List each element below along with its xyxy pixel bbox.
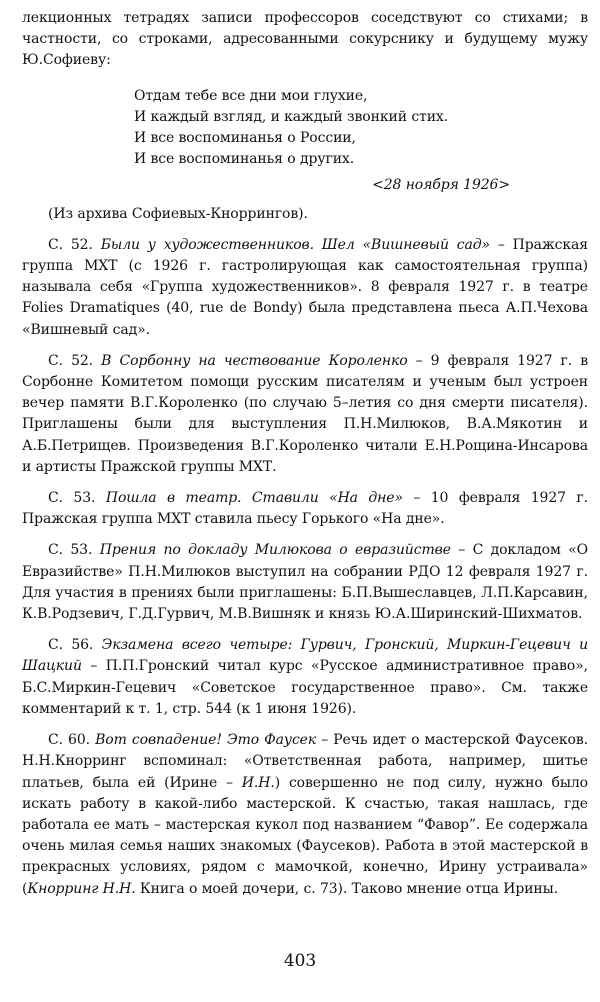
entry-ref: С. 60.	[48, 732, 91, 749]
verse-line: И каждый взгляд, и каждый звонкий стих.	[134, 108, 449, 125]
comment-entry-3	[22, 488, 588, 530]
entry-title: Пошла в театр. Ставили «На дне»	[105, 490, 403, 507]
entry-ref: С. 52.	[48, 236, 93, 253]
entry-ref: С. 52.	[48, 352, 94, 369]
entry-initials: И.Н.	[241, 774, 275, 791]
source-note: (Из архива Софиевых-Кноррингов).	[48, 205, 308, 222]
entry-title: Экзамена всего четыре: Гурвич, Гронский, Миркин-Гецевич и Шацкий	[22, 637, 588, 675]
comment-entry-4	[22, 540, 588, 625]
comment-entry-6	[22, 730, 588, 900]
entry-body: ) совершенно не под силу, нужно было искать работу в какой-либо мастерской. К счастью, такая нашлась, где работала ее мать – мастерская кукол под названием “Фавор”. Ее содержала очень милая семья наших знакомых (Фаусеков). Работа в этой мастерской в прекрасных условиях, рядом с мамочкой, конечно, Ирину устраивала» (	[22, 774, 589, 897]
entry-author: Кнорринг Н.Н.	[27, 880, 136, 897]
entry-body: – Пражская группа МХТ (с 1926 г. гастролирующая как самостоятельная группа) называла себя «Группа художественников». 8 февраля 1927 г. в театре Folies Dramatiques (40, rue de Bondy) была представлена пьеса А.П.Чехова «Вишневый сад».	[22, 236, 588, 338]
intro-paragraph: лекционных тетрадях записи профессоров соседствуют со стихами; в частности, со строками, адресованными сокурснику и будущему мужу Ю.Софиеву:	[22, 10, 588, 69]
comment-entry-1	[22, 235, 588, 341]
comment-entry-2	[22, 351, 588, 478]
comment-entry-5	[22, 635, 588, 720]
page-number: 403	[283, 951, 317, 971]
entry-body: – С докладом «О Евразийстве» П.Н.Милюков выступил на собрании РДО 12 февраля 1927 г. Для участия в прениях были приглашены: Б.П.Вышеславцев, Л.П.Карсавин, К.В.Родзевич, Г.Д.Гурвич, М.В.Вишняк и князь Ю.А.Ширинский-Шихматов.	[22, 542, 589, 623]
entry-title: Прения по докладу Милюкова о евразийстве	[99, 542, 451, 559]
verse-line: И все воспоминанья о России,	[134, 130, 356, 147]
entry-body: – 10 февраля 1927 г. Пражская группа МХТ ставила пьесу Горького «На дне».	[22, 490, 588, 528]
entry-title: Вот совпадение! Это Фаусек	[95, 732, 317, 749]
entry-title: В Сорбонну на чествование Короленко	[101, 352, 408, 369]
entry-body: Книга о моей дочери, с. 73). Таково мнение отца Ирины.	[135, 880, 559, 897]
entry-ref: С. 53.	[48, 490, 96, 507]
entry-title: Были у художественников. Шел «Вишневый сад»	[100, 236, 490, 253]
entry-ref: С. 56.	[48, 637, 94, 654]
verse-line: И все воспоминанья о других.	[134, 151, 355, 168]
entry-body: – П.П.Гронский читал курс «Русское административное право», Б.С.Миркин-Гецевич «Советское государственное право». См. также комментарий к т. 1, стр. 544 (к 1 июня 1926).	[22, 658, 588, 717]
verse-block	[134, 86, 588, 171]
entry-body: – Речь идет о мастерской Фаусеков. Н.Н.Кнорринг вспоминал: «Ответственная работа, например, шитье платьев, была ей (Ирине –	[22, 732, 588, 791]
entry-ref: С. 53.	[48, 542, 93, 559]
verse-line: Отдам тебе все дни мои глухие,	[134, 87, 368, 104]
verse-date: <28 ноября 1926>	[372, 177, 510, 194]
entry-body: – 9 февраля 1927 г. в Сорбонне Комитетом помощи русским писателям и ученым был устроен вечер памяти В.Г.Короленко (по случаю 5–летия со дня смерти писателя). Приглашены были для выступления П.Н.Милюков, В.А.Мякотин и А.Б.Петрищев. Произведения В.Г.Короленко читали Е.Н.Рощина-Инсарова и артисты Пражской группы МХТ.	[22, 352, 588, 475]
